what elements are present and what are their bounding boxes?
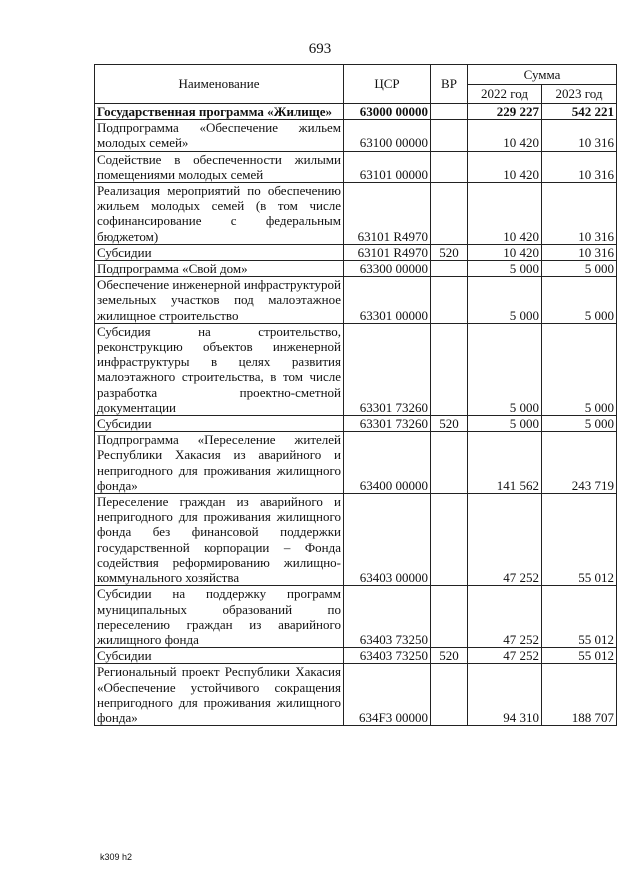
- row-vr: [431, 104, 468, 120]
- row-csr: 63100 00000: [344, 120, 431, 151]
- row-name: Государственная программа «Жилище»: [95, 104, 344, 120]
- row-vr: [431, 432, 468, 494]
- row-name: Субсидии: [95, 416, 344, 432]
- row-csr: 63101 00000: [344, 151, 431, 182]
- row-name: Субсидии: [95, 648, 344, 664]
- row-vr: [431, 120, 468, 151]
- row-sum-2023: 10 316: [542, 183, 617, 245]
- row-vr: [431, 586, 468, 648]
- row-sum-2022: 141 562: [468, 432, 542, 494]
- row-sum-2022: 10 420: [468, 151, 542, 182]
- header-year-2023: 2023 год: [542, 85, 617, 104]
- row-csr: 634F3 00000: [344, 664, 431, 726]
- table-row: [95, 120, 617, 151]
- row-csr: 63101 R4970: [344, 183, 431, 245]
- row-vr: [431, 664, 468, 726]
- row-csr: 63403 73250: [344, 586, 431, 648]
- table-row: [95, 183, 617, 245]
- row-vr: [431, 261, 468, 277]
- row-sum-2023: 243 719: [542, 432, 617, 494]
- row-sum-2022: 47 252: [468, 586, 542, 648]
- row-vr: [431, 494, 468, 586]
- row-sum-2022: 5 000: [468, 323, 542, 415]
- row-vr: 520: [431, 244, 468, 260]
- row-csr: 63000 00000: [344, 104, 431, 120]
- row-sum-2022: 229 227: [468, 104, 542, 120]
- row-sum-2023: 5 000: [542, 323, 617, 415]
- row-sum-2022: 5 000: [468, 277, 542, 324]
- row-vr: [431, 323, 468, 415]
- row-sum-2023: 10 316: [542, 244, 617, 260]
- row-sum-2022: 10 420: [468, 244, 542, 260]
- row-sum-2023: 5 000: [542, 261, 617, 277]
- row-sum-2022: 10 420: [468, 120, 542, 151]
- table-row: [95, 323, 617, 415]
- table-header: [95, 65, 617, 104]
- row-csr: 63300 00000: [344, 261, 431, 277]
- row-sum-2023: 5 000: [542, 416, 617, 432]
- table-row: [95, 277, 617, 324]
- row-csr: 63403 00000: [344, 494, 431, 586]
- row-vr: 520: [431, 416, 468, 432]
- row-sum-2023: 55 012: [542, 648, 617, 664]
- header-vr: ВР: [431, 65, 468, 104]
- row-name: Содействие в обеспеченности жилыми помещениями молодых семей: [95, 151, 344, 182]
- row-sum-2022: 47 252: [468, 648, 542, 664]
- row-name: Региональный проект Республики Хакасия «Обеспечение устойчивого сокращения непригодного для проживания жилищного фонда»: [95, 664, 344, 726]
- row-vr: [431, 277, 468, 324]
- row-sum-2023: 5 000: [542, 277, 617, 324]
- row-csr: 63301 00000: [344, 277, 431, 324]
- row-csr: 63403 73250: [344, 648, 431, 664]
- table-row: [95, 261, 617, 277]
- header-name: Наименование: [95, 65, 344, 104]
- table-row: [95, 151, 617, 182]
- footer-code: k309 h2: [100, 852, 133, 862]
- budget-table: [94, 64, 617, 726]
- row-sum-2023: 10 316: [542, 151, 617, 182]
- row-vr: [431, 151, 468, 182]
- row-sum-2023: 10 316: [542, 120, 617, 151]
- row-sum-2023: 542 221: [542, 104, 617, 120]
- table-row: [95, 664, 617, 726]
- row-sum-2022: 5 000: [468, 416, 542, 432]
- table-row: [95, 432, 617, 494]
- row-sum-2022: 5 000: [468, 261, 542, 277]
- row-csr: 63301 73260: [344, 323, 431, 415]
- row-vr: [431, 183, 468, 245]
- table-row: [95, 104, 617, 120]
- row-name: Подпрограмма «Переселение жителей Республики Хакасия из аварийного и непригодного для проживания жилищного фонда»: [95, 432, 344, 494]
- row-sum-2023: 55 012: [542, 586, 617, 648]
- table-row: [95, 244, 617, 260]
- row-name: Субсидии на поддержку программ муниципальных образований по переселению граждан из аварийного жилищного фонда: [95, 586, 344, 648]
- header-csr: ЦСР: [344, 65, 431, 104]
- row-name: Подпрограмма «Свой дом»: [95, 261, 344, 277]
- row-name: Обеспечение инженерной инфраструктурой земельных участков под малоэтажное жилищное строительство: [95, 277, 344, 324]
- row-sum-2023: 188 707: [542, 664, 617, 726]
- row-name: Субсидии: [95, 244, 344, 260]
- row-sum-2023: 55 012: [542, 494, 617, 586]
- row-vr: 520: [431, 648, 468, 664]
- header-sum: Сумма: [468, 65, 617, 85]
- table-row: [95, 586, 617, 648]
- row-name: Реализация мероприятий по обеспечению жильем молодых семей (в том числе софинансирование с федеральным бюджетом): [95, 183, 344, 245]
- header-year-2022: 2022 год: [468, 85, 542, 104]
- table-row: [95, 648, 617, 664]
- row-sum-2022: 47 252: [468, 494, 542, 586]
- page-number: 693: [308, 41, 332, 57]
- row-name: Субсидия на строительство, реконструкцию объектов инженерной инфраструктуры в целях развития малоэтажного строительства, в том числе разработка проектно-сметной документации: [95, 323, 344, 415]
- row-sum-2022: 10 420: [468, 183, 542, 245]
- row-sum-2022: 94 310: [468, 664, 542, 726]
- row-csr: 63301 73260: [344, 416, 431, 432]
- row-csr: 63400 00000: [344, 432, 431, 494]
- row-name: Подпрограмма «Обеспечение жильем молодых семей»: [95, 120, 344, 151]
- table-row: [95, 494, 617, 586]
- table-body: [95, 104, 617, 726]
- table-row: [95, 416, 617, 432]
- row-csr: 63101 R4970: [344, 244, 431, 260]
- row-name: Переселение граждан из аварийного и непригодного для проживания жилищного фонда без финансовой поддержки государственной корпорации – Фонда содействия реформированию жилищно-коммунального хозяйства: [95, 494, 344, 586]
